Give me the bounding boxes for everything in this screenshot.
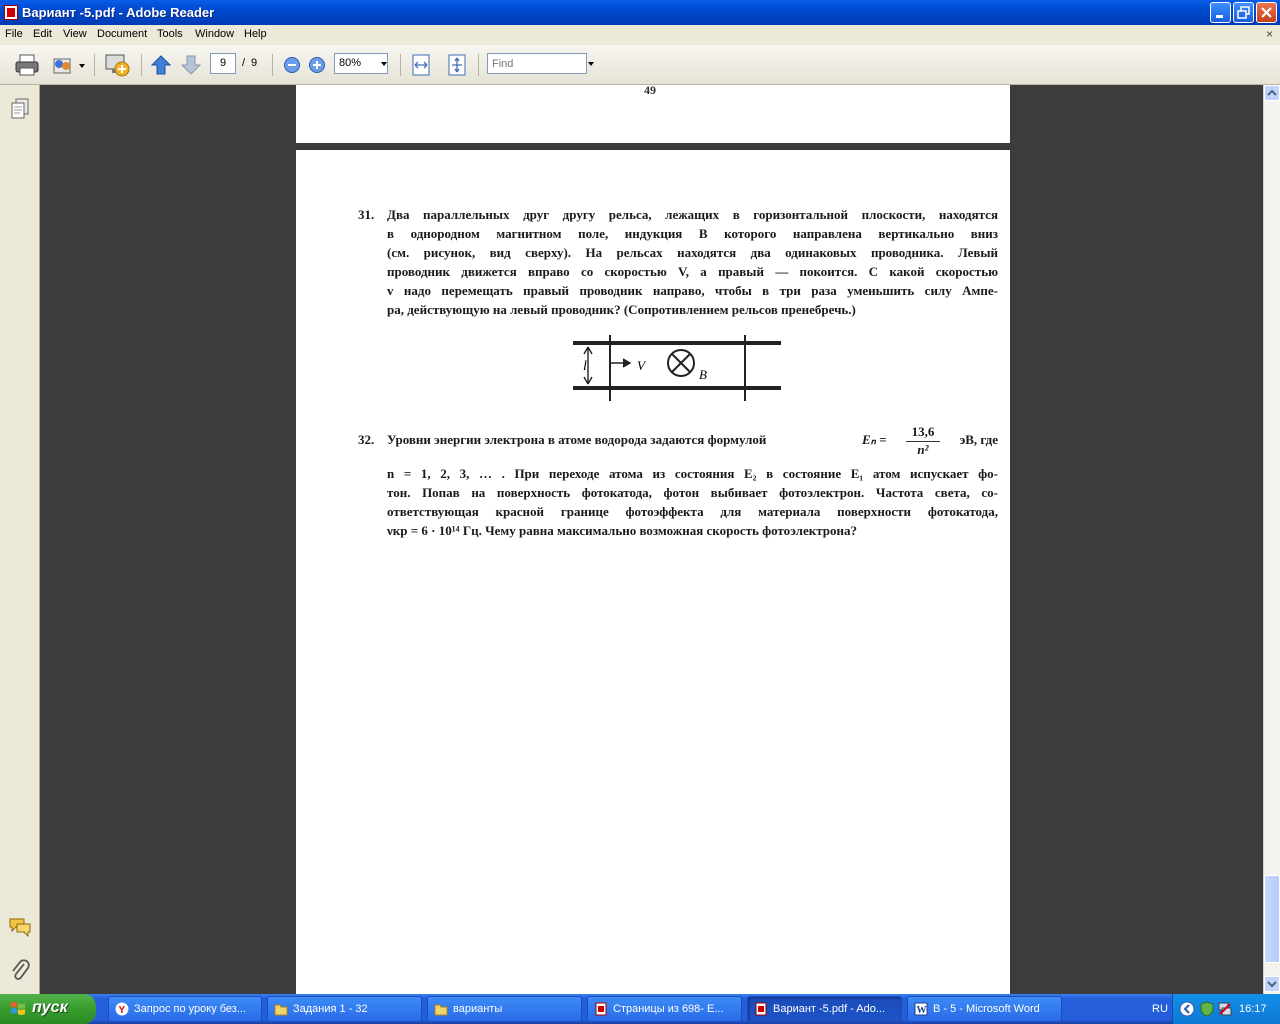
problem-number: 32. [358, 432, 375, 447]
taskbar [0, 994, 1280, 1024]
page-number-label: 49 [644, 85, 656, 97]
menu-help[interactable]: Help [244, 28, 267, 40]
problem-line: ответствующая красной границе фотоэффекта для материала поверхности фотокатода, [387, 504, 998, 519]
fit-page-icon[interactable] [446, 53, 468, 77]
rails-figure [571, 335, 786, 403]
yandex-icon [115, 1002, 129, 1016]
menu-tools[interactable]: Tools [157, 28, 183, 40]
taskbar-item[interactable] [267, 996, 422, 1022]
problem-line: (см. рисунок, вид сверху). На рельсах находятся два одинаковых проводника. Левый [387, 245, 998, 260]
problem-text [387, 205, 998, 319]
updates-icon[interactable] [103, 51, 131, 79]
maximize-button[interactable] [1233, 2, 1254, 23]
label-v: V [637, 358, 645, 373]
toolbar-separator [94, 54, 95, 76]
problem-line: тон. Попав на поверхность фотокатода, фотон выбивает фотоэлектрон. Частота света, со- [387, 485, 998, 500]
bottom-rail [573, 386, 781, 390]
minimize-icon [1211, 3, 1230, 22]
scroll-down-button[interactable] [1264, 976, 1280, 992]
formula-lhs: Eₙ = [862, 432, 887, 447]
clock: 16:17 [1239, 1003, 1267, 1015]
fit-width-icon[interactable] [410, 53, 432, 77]
tray-expand-icon[interactable] [1179, 1001, 1195, 1017]
start-label: пуск [32, 999, 68, 1016]
svg-text:Y: Y [118, 1005, 126, 1016]
top-rail [573, 341, 781, 345]
close-document-button[interactable]: × [1266, 27, 1274, 41]
previous-page [296, 85, 1010, 143]
velocity-arrow-icon [611, 359, 630, 367]
taskbar-item-label: B - 5 - Microsoft Word [933, 1003, 1040, 1015]
start-button[interactable] [0, 994, 96, 1024]
total-pages: 9 [251, 57, 258, 69]
window-title: Вариант -5.pdf - Adobe Reader [22, 5, 215, 20]
menu-window[interactable]: Window [195, 28, 235, 40]
problem-line: n = 1, 2, 3, … . При переходе атома из состояния E₂ в состояние E₁ атом испускает фо- [387, 466, 998, 481]
zoom-out-icon[interactable] [283, 56, 301, 74]
label-l: l [583, 359, 587, 374]
formula-denominator: n² [917, 442, 929, 457]
problem-text [387, 424, 998, 540]
previous-page-icon[interactable] [150, 54, 172, 76]
problem-line: νкр = 6 · 10¹⁴ Гц. Чему равна максимально возможная скорость фотоэлектрона? [387, 523, 857, 538]
close-button[interactable] [1256, 2, 1277, 23]
problem-line: v надо перемещать правый проводник направо, чтобы в три раза уменьшить силу Ампе- [387, 283, 998, 298]
taskbar-item-active[interactable] [747, 996, 902, 1022]
problem-line: в однородном магнитном поле, индукция B которого направлена вертикально вниз [387, 226, 998, 241]
svg-text:W: W [916, 1005, 927, 1016]
chevron-up-icon [1265, 86, 1279, 100]
attachments-panel-icon[interactable] [9, 958, 31, 982]
problem-line: ра, действующую на левый проводник? (Сопротивлением рельсов пренебречь.) [387, 302, 856, 317]
chevron-down-icon [1265, 977, 1279, 991]
menu-edit[interactable]: Edit [33, 28, 52, 40]
problem-line: Два параллельных друг другу рельса, лежащих в горизонтальной плоскости, находятся [387, 207, 998, 222]
formula-numerator: 13,6 [906, 422, 940, 442]
pages-panel-icon[interactable] [10, 98, 30, 120]
comments-panel-icon[interactable] [8, 916, 32, 938]
title-bar [0, 0, 1280, 25]
system-tray [1172, 994, 1280, 1024]
word-icon [914, 1002, 928, 1016]
find-dropdown-icon[interactable] [588, 62, 594, 66]
toolbar [0, 45, 1280, 85]
minimize-button[interactable] [1210, 2, 1231, 23]
taskbar-item[interactable] [427, 996, 582, 1022]
page-number-input[interactable]: 9 [210, 53, 236, 74]
zoom-in-icon[interactable] [308, 56, 326, 74]
pdf-icon [754, 1002, 768, 1016]
taskbar-item[interactable] [587, 996, 742, 1022]
zoom-select[interactable] [334, 53, 388, 74]
label-b: B [699, 367, 707, 382]
vertical-scrollbar[interactable] [1263, 85, 1280, 994]
toolbar-separator [272, 54, 273, 76]
taskbar-item[interactable] [108, 996, 262, 1022]
zoom-dropdown-icon[interactable] [381, 62, 387, 66]
problem-line: Уровни энергии электрона в атоме водорода задаются формулой [387, 432, 767, 447]
navigation-pane [0, 85, 40, 994]
scroll-thumb[interactable] [1264, 875, 1280, 963]
field-cross-icon [672, 354, 690, 372]
pdf-icon [594, 1002, 608, 1016]
taskbar-item-label: Вариант -5.pdf - Ado... [773, 1003, 886, 1015]
taskbar-item-label: Запрос по уроку без... [134, 1003, 247, 1015]
collaborate-dropdown-icon[interactable] [79, 64, 85, 68]
page-separator: / [242, 57, 246, 69]
toolbar-separator [478, 54, 479, 76]
scroll-up-button[interactable] [1264, 85, 1280, 101]
find-input[interactable] [487, 53, 587, 74]
formula-line [387, 424, 998, 464]
menu-view[interactable]: View [63, 28, 87, 40]
toolbar-separator [400, 54, 401, 76]
security-shield-icon[interactable] [1199, 1001, 1215, 1017]
folder-icon [434, 1002, 448, 1016]
menu-bar [0, 25, 1280, 45]
left-conductor [609, 335, 611, 401]
adobe-reader-icon [4, 5, 18, 20]
document-view[interactable] [41, 85, 1263, 994]
windows-logo-icon [10, 1001, 26, 1017]
network-disconnected-icon[interactable] [1217, 1001, 1233, 1017]
restore-icon [1234, 3, 1253, 22]
print-icon[interactable] [14, 53, 40, 77]
current-page [296, 150, 1010, 994]
problem-number: 31. [358, 207, 375, 222]
taskbar-item-label: Страницы из 698- E... [613, 1003, 724, 1015]
formula-unit: эВ, где [959, 432, 998, 447]
next-page-icon[interactable] [180, 54, 202, 76]
taskbar-item-label: варианты [453, 1003, 503, 1015]
collaborate-icon[interactable] [50, 53, 76, 77]
right-conductor [744, 335, 746, 401]
folder-icon [274, 1002, 288, 1016]
taskbar-item-label: Задания 1 - 32 [293, 1003, 368, 1015]
zoom-value: 80% [339, 57, 362, 69]
language-indicator[interactable]: RU [1152, 1003, 1168, 1015]
close-icon [1257, 3, 1276, 22]
taskbar-item[interactable] [907, 996, 1062, 1022]
toolbar-separator [141, 54, 142, 76]
problem-line: проводник движется вправо со скоростью V, а правый — покоится. С какой скоростью [387, 264, 998, 279]
menu-document[interactable]: Document [97, 28, 148, 40]
menu-file[interactable]: File [5, 28, 23, 40]
